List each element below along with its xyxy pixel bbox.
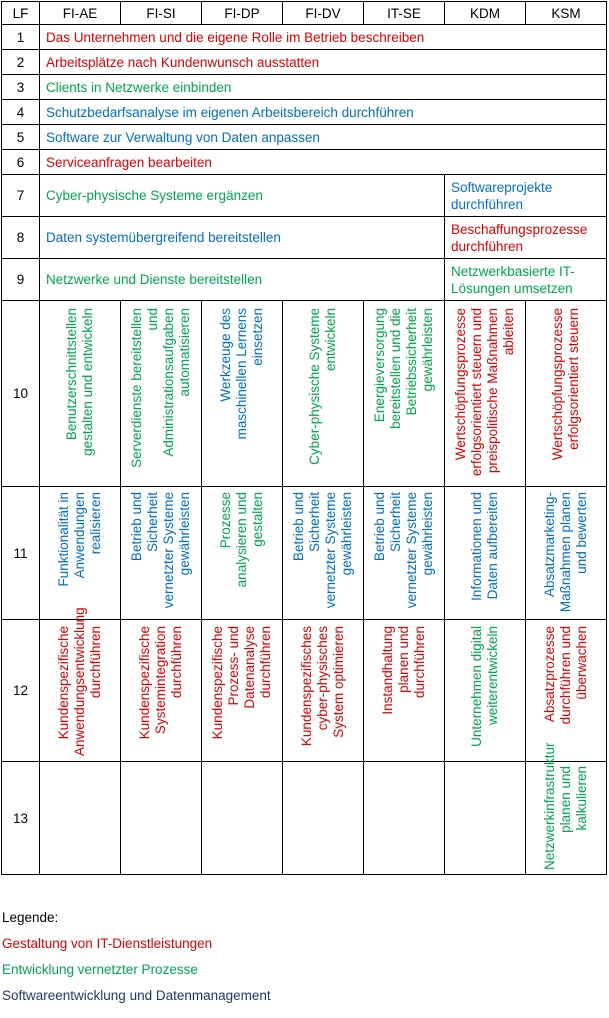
lernfeld-cell [121,301,202,487]
lernfeld-cell [283,487,364,620]
lf-number: 4 [2,100,40,125]
lernfeld-cell: Clients in Netzwerke einbinden [40,75,607,100]
lernfeld-cell [364,487,445,620]
legend-title: Legende: [2,910,59,925]
lernfeld-cell [445,620,526,762]
lf-number: 1 [2,25,40,50]
lf-number: 13 [2,762,40,875]
lernfeld-cell: Schutzbedarfsanalyse im eigenen Arbeitsbereich durchführen [40,100,607,125]
lernfelder-table [1,1,607,875]
lernfeld-text: Betrieb und Sicherheit vernetzter Systeme gewährleisten [372,492,435,609]
lf-number: 6 [2,150,40,175]
lernfeld-text: Serverdienste bereitstellen und Administrationsaufgaben automatisieren [129,307,192,468]
lernfeld-cell [121,620,202,762]
lernfeld-cell [202,487,283,620]
table-row [2,175,607,217]
lernfeld-text: Prozesse analysieren und gestalten [218,492,265,588]
lernfeld-text: Kundenspezifische Systemintegration durchführen [137,625,184,739]
empty-cell [202,762,283,875]
empty-cell [40,762,121,875]
lernfeld-cell [526,620,607,762]
lernfeld-cell [40,301,121,487]
lernfeld-text: Kundenspezifisches cyber-physisches System optimieren [299,625,346,746]
table-row [2,25,607,50]
legend-item-navy: Softwareentwicklung und Datenmanagement [2,988,271,1003]
lernfeld-cell [526,487,607,620]
table-row [2,125,607,150]
lernfeld-text: Netzwerkinfrastruktur planen und kalkulieren [542,742,589,870]
lf-number: 12 [2,620,40,762]
lernfeld-kaufmann-cell: Softwareprojekte durchführen [445,175,607,217]
lernfeld-cell: Netzwerke und Dienste bereitstellen [40,259,445,301]
lernfeld-text: Betrieb und Sicherheit vernetzter Systeme gewährleisten [129,492,192,609]
lernfeld-kaufmann-cell: Beschaffungsprozesse durchführen [445,217,607,259]
table-row [2,762,607,875]
lernfeld-cell [364,620,445,762]
header-kdm: KDM [445,2,526,25]
lernfeld-cell [40,487,121,620]
lernfeld-cell [445,487,526,620]
lernfeld-cell [283,620,364,762]
lernfeld-cell [121,487,202,620]
header-row [2,2,607,25]
lernfeld-cell [364,301,445,487]
lernfeld-text: Kundenspezifische Anwendungsentwicklung durchführen [56,606,103,756]
lf-number: 9 [2,259,40,301]
lernfeld-text: Energieversorgung bereitstellen und die Betriebssicherheit gewährleisten [372,307,435,429]
lernfeld-cell: Daten systemübergreifend bereitstellen [40,217,445,259]
lernfeld-text: Betrieb und Sicherheit vernetzter Systeme gewährleisten [291,492,354,609]
lf-number: 7 [2,175,40,217]
header-ksm: KSM [526,2,607,25]
lernfeld-cell: Software zur Verwaltung von Daten anpassen [40,125,607,150]
table-row [2,301,607,487]
lernfeld-text: Wertschöpfungsprozesse erfolgsorientiert steuern [550,307,581,460]
header-fi-dp: FI-DP [202,2,283,25]
lf-number: 11 [2,487,40,620]
header-lf: LF [2,2,40,25]
lernfeld-cell [526,742,607,875]
header-fi-si: FI-SI [121,2,202,25]
lf-number: 2 [2,50,40,75]
header-fi-dv: FI-DV [283,2,364,25]
lernfeld-text: Werkzeuge des maschinellen Lernens einsetzen [218,307,265,439]
legend-item-red: Gestaltung von IT-Dienstleistungen [2,936,213,951]
lernfeld-cell [202,620,283,762]
lernfeld-text: Absatzprozesse durchführen und überwachen [542,625,589,724]
table-row [2,50,607,75]
table-row [2,150,607,175]
lernfeld-text: Absatzmarketing-Maßnahmen planen und bewerten [542,492,589,613]
lernfeld-text: Instandhaltung planen und durchführen [380,625,427,715]
header-it-se: IT-SE [364,2,445,25]
lf-number: 3 [2,75,40,100]
lernfeld-text: Informationen und Daten aufbereiten [469,492,500,601]
table-row [2,75,607,100]
lernfeld-text: Kundenspezifische Prozess- und Datenanalyse durchführen [210,625,273,739]
lernfeld-kaufmann-cell: Netzwerkbasierte IT-Lösungen umsetzen [445,259,607,301]
lernfeld-cell: Serviceanfragen bearbeiten [40,150,607,175]
lernfeld-text: Cyber-physische Systeme entwickeln [307,307,338,465]
empty-cell [283,762,364,875]
lernfeld-cell [202,301,283,487]
lernfeld-text: Unternehmen digital weiterentwickeln [469,625,500,747]
lernfeld-cell [526,301,607,487]
lf-number: 5 [2,125,40,150]
table-row [2,217,607,259]
table-row [2,100,607,125]
table-row [2,259,607,301]
empty-cell [121,762,202,875]
lernfeld-text: Benutzerschnittstellen gestalten und entwickeln [64,307,95,456]
table-row [2,487,607,620]
lernfeld-text: Wertschöpfungsprozesse erfolgsorientiert steuern und preispolitische Maßnahmen ableiten [453,307,516,476]
empty-cell [364,762,445,875]
table-row [2,620,607,762]
lernfeld-cell [445,301,526,487]
lernfeld-cell [283,301,364,487]
legend-item-green: Entwicklung vernetzter Prozesse [2,962,198,977]
lernfeld-cell: Das Unternehmen und die eigene Rolle im Betrieb beschreiben [40,25,607,50]
lf-number: 8 [2,217,40,259]
lernfeld-cell: Arbeitsplätze nach Kundenwunsch ausstatten [40,50,607,75]
lernfeld-text: Funktionalität in Anwendungen realisieren [56,492,103,587]
lernfeld-cell: Cyber-physische Systeme ergänzen [40,175,445,217]
header-fi-ae: FI-AE [40,2,121,25]
empty-cell [445,762,526,875]
lernfeld-cell [40,606,121,762]
lf-number: 10 [2,301,40,487]
